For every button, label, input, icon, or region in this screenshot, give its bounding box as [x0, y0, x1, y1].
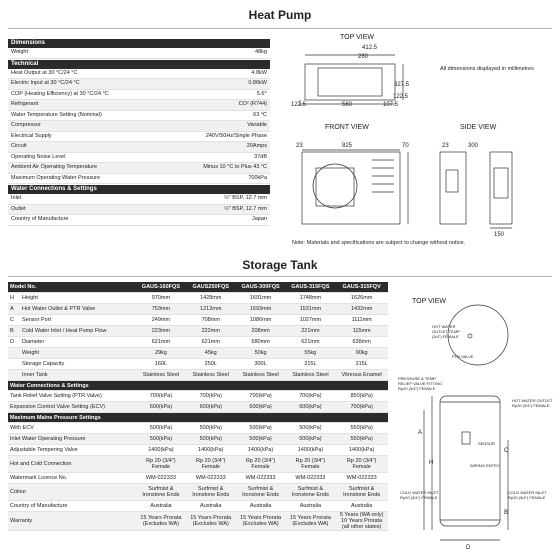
row-label: Warranty	[8, 512, 136, 531]
model-header-label: Model No.	[8, 282, 136, 293]
row-label: With ECV	[8, 423, 136, 434]
row-value: 700(kPa)	[335, 402, 388, 413]
hp-spec-label: Electric Input at 30 °C/24 °C	[11, 80, 80, 86]
row-value: Stainless Steel	[285, 370, 335, 381]
dim-top-r1: 327.5	[394, 82, 410, 88]
row-value: 621mm	[285, 337, 335, 348]
row-value: 700(kPa)	[186, 391, 236, 402]
row-key: A	[8, 304, 20, 315]
hp-spec-value: 48kg	[255, 49, 267, 55]
side-view-label: SIDE VIEW	[460, 124, 497, 131]
section-header: Maximum Mains Pressure Settings	[8, 413, 388, 423]
row-value: 1691mm	[236, 293, 286, 304]
row-value: WM-022333	[236, 473, 286, 484]
row-value: 1626mm	[335, 293, 388, 304]
row-value: 708mm	[186, 315, 236, 326]
row-value: 15 Years Prorata (Excludes WA)	[186, 512, 236, 531]
row-label: Inner Tank	[20, 370, 136, 381]
row-value: 500(kPa)	[285, 434, 335, 445]
tank-wiring: WIRING ENTRY	[470, 463, 500, 468]
row-value: 1400(kPa)	[285, 445, 335, 456]
tank-hot-outlet-right: HOT WATER OUTLET Rp20 (3/4") FEMALE	[512, 398, 553, 408]
row-value: Surfmist & Ironstone Ends	[335, 484, 388, 501]
row-value: 45kg	[186, 348, 236, 359]
row-label: Colour	[8, 484, 136, 501]
hp-spec-value: 0.86kW	[248, 80, 267, 86]
row-value: Rp 20 (3/4") Female	[236, 456, 286, 473]
row-value: Surfmist & Ironstone Ends	[285, 484, 335, 501]
tank-letter-b: B	[504, 510, 509, 516]
dim-side-b: 150	[494, 232, 505, 238]
row-value: 1027mm	[285, 315, 335, 326]
row-value: 115mm	[335, 326, 388, 337]
row-value: 621mm	[136, 337, 186, 348]
hp-spec-value: 700kPa	[248, 174, 267, 181]
dim-top-depth: 560	[342, 102, 353, 108]
storage-tank-title: Storage Tank	[242, 258, 318, 272]
row-value: 222mm	[186, 326, 236, 337]
row-value: 29kg	[136, 348, 186, 359]
hp-spec-value: Japan	[252, 216, 267, 222]
hp-spec-value: 63 °C	[253, 111, 267, 118]
row-value: 500(kPa)	[285, 423, 335, 434]
row-value: 1428mm	[186, 293, 236, 304]
hp-spec-label: Country of Manufacture	[11, 216, 69, 222]
row-value: 1400(kPa)	[186, 445, 236, 456]
hp-spec-label: Inlet	[11, 195, 22, 201]
tank-hot-outlet-top: HOT WATER OUTLET TEMP (3/4") FEMALE	[432, 324, 460, 339]
row-label: Cold Water Inlet / Heat Pump Flow	[20, 326, 136, 337]
row-value: 250L	[186, 359, 236, 370]
row-value: 223mm	[136, 326, 186, 337]
row-label: Hot and Cold Connection	[8, 456, 136, 473]
row-value: WM-022333	[136, 473, 186, 484]
row-value: 249mm	[136, 315, 186, 326]
front-view-label: FRONT VIEW	[325, 124, 369, 131]
row-value: 15 Years Prorata (Excludes WA)	[285, 512, 335, 531]
tank-sensor: SENSOR	[478, 441, 495, 446]
row-label: Expansion Control Valve Setting (ECV)	[8, 402, 136, 413]
row-value: 600(kPa)	[285, 402, 335, 413]
row-key: H	[8, 293, 20, 304]
row-label: Height	[20, 293, 136, 304]
row-value: Rp 20 (3/4") Female	[186, 456, 236, 473]
hp-spec-label: Refrigerant	[11, 101, 39, 107]
hp-spec-value: 240V/50Hz/Single Phase	[205, 132, 267, 139]
row-value: 753mm	[136, 304, 186, 315]
row-value: Rp 20 (3/4") Female	[285, 456, 335, 473]
row-value: 1748mm	[285, 293, 335, 304]
heat-pump-top-view-drawing	[300, 55, 403, 106]
row-value: Australia	[186, 501, 236, 512]
row-value: 1693mm	[236, 304, 286, 315]
dim-top-bot: 107.5	[383, 102, 399, 108]
hp-spec-label: Electrical Supply	[11, 132, 52, 139]
dim-front-w: 825	[342, 143, 353, 149]
row-value: Vitreous Enamel	[335, 370, 388, 381]
tank-top-view-label: TOP VIEW	[412, 298, 446, 305]
hp-spec-value: 5.6^	[256, 90, 267, 97]
model-header: GAUS-315FQS	[285, 282, 335, 293]
row-value: 500(kPa)	[236, 434, 286, 445]
hp-spec-value: CO² (R744)	[238, 101, 267, 107]
row-value: 1400(kPa)	[136, 445, 186, 456]
dim-top-inner: 260	[358, 54, 369, 60]
row-value: 315L	[285, 359, 335, 370]
spec-change-note: Note: Materials and specifications are subject to change without notice.	[292, 240, 466, 246]
row-label: Adjustable Tempering Valve	[8, 445, 136, 456]
row-value: 638mm	[335, 337, 388, 348]
row-value: 1432mm	[335, 304, 388, 315]
hp-section-header: Technical	[8, 60, 270, 69]
row-label: Hot Water Outlet & PTR Valve	[20, 304, 136, 315]
tank-letter-a: A	[418, 430, 423, 436]
row-value: WM-022333	[335, 473, 388, 484]
row-label: Tank Relief Valve Setting (PTR Valve)	[8, 391, 136, 402]
hp-spec-value: 37dB	[254, 153, 267, 160]
row-value: 580mm	[236, 337, 286, 348]
hp-spec-label: Circuit	[11, 143, 27, 149]
row-value: 550(kPa)	[335, 434, 388, 445]
row-value: Stainless Steel	[136, 370, 186, 381]
dim-top-left: 122.5	[291, 102, 307, 108]
hp-spec-value: Minus 10 °C to Plus 43 °C	[203, 164, 267, 170]
row-value: 55kg	[285, 348, 335, 359]
row-value: 1212mm	[186, 304, 236, 315]
row-value: 970mm	[136, 293, 186, 304]
row-value: WM-022333	[186, 473, 236, 484]
section-header: Water Connections & Settings	[8, 381, 388, 391]
row-value: 315L	[335, 359, 388, 370]
row-value: 600(kPa)	[236, 402, 286, 413]
row-value: Stainless Steel	[186, 370, 236, 381]
hp-spec-value: ½" BSP, 12.7 mm	[224, 205, 267, 212]
hp-spec-label: Water Temperature Setting (Nominal)	[11, 111, 102, 118]
model-header: GAUS-160FQS	[136, 282, 186, 293]
row-label: Sensor Port	[20, 315, 136, 326]
row-value: 500(kPa)	[186, 423, 236, 434]
hp-spec-label: Operating Noise Level	[11, 153, 66, 160]
row-label: Weight	[20, 348, 136, 359]
row-value: 15 Years Prorata (Excludes WA)	[136, 512, 186, 531]
row-value: 850(kPa)	[335, 391, 388, 402]
tank-letter-d: D	[466, 545, 471, 551]
row-value: 500(kPa)	[136, 423, 186, 434]
row-value: Australia	[335, 501, 388, 512]
dim-top-r3: 122.5	[393, 94, 409, 100]
row-value: 15 Years Prorata (Excludes WA)	[236, 512, 286, 531]
hp-spec-label: Maximum Operating Water Pressure	[11, 174, 101, 181]
row-label: Country of Manufacture	[8, 501, 136, 512]
heat-pump-title: Heat Pump	[248, 8, 312, 22]
hp-section-header: Dimensions	[8, 39, 270, 48]
row-value: 1111mm	[335, 315, 388, 326]
row-value: 700(kPa)	[236, 391, 286, 402]
row-key: B	[8, 326, 20, 337]
hp-spec-value: 20Amps	[246, 143, 267, 149]
row-value: 1400(kPa)	[236, 445, 286, 456]
tank-relief-valve: PRESSURE & TEMP. RELIEF VALVE FITTING Rp20 (3/4") FEMALE	[398, 376, 443, 391]
row-value: Rp 20 (3/4") Female	[335, 456, 388, 473]
row-value: 50kg	[236, 348, 286, 359]
row-value: Surfmist & Ironstone Ends	[236, 484, 286, 501]
row-value: 600(kPa)	[136, 402, 186, 413]
row-label: Inlet Water Operating Pressure	[8, 434, 136, 445]
tank-letter-h: H	[429, 460, 434, 466]
row-value: 221mm	[285, 326, 335, 337]
row-value: 500(kPa)	[186, 434, 236, 445]
row-value: Stainless Steel	[236, 370, 286, 381]
tank-top-view-drawing	[448, 305, 508, 365]
hp-spec-label: Compressor	[11, 122, 41, 128]
row-value: Surfmist & Ironstone Ends	[136, 484, 186, 501]
row-value: Surfmist & Ironstone Ends	[186, 484, 236, 501]
dim-side-w: 300	[468, 143, 479, 149]
dim-top-width: 412.5	[362, 45, 378, 51]
hp-spec-value: 4.8kW	[251, 69, 267, 76]
row-value: Australia	[236, 501, 286, 512]
row-value: 621mm	[186, 337, 236, 348]
row-value: 1531mm	[285, 304, 335, 315]
row-key: D	[8, 337, 20, 348]
hp-spec-label: Outlet	[11, 205, 26, 212]
row-value: 160L	[136, 359, 186, 370]
row-value: Australia	[136, 501, 186, 512]
model-header: GAUS-315FQV	[335, 282, 388, 293]
hp-spec-label: Ambient Air Operating Temperature	[11, 164, 98, 170]
units-note: All dimensions displayed in millimetres	[440, 66, 534, 72]
hp-spec-value: ½" BSP, 12.7 mm	[224, 195, 267, 201]
row-value: 500(kPa)	[136, 434, 186, 445]
hp-section-header: Water Connections & Settings	[8, 185, 270, 194]
row-label: Watermark Licence No.	[8, 473, 136, 484]
model-header: GAUS-300FQS	[236, 282, 286, 293]
row-label: Diameter	[20, 337, 136, 348]
dim-side-l: 23	[442, 143, 449, 149]
row-value: 700(kPa)	[136, 391, 186, 402]
tank-cold-inlet: COLD WATER INLET Rp20 (3/4") FEMALE	[400, 490, 439, 500]
row-value: 1086mm	[236, 315, 286, 326]
row-value: 300L	[236, 359, 286, 370]
model-header: GAUS250FQS	[186, 282, 236, 293]
row-value: 700(kPa)	[285, 391, 335, 402]
tank-cold-inlet-right: COLD WATER INLET Rp20 (3/4") FEMALE	[508, 490, 547, 500]
row-value: 550(kPa)	[335, 423, 388, 434]
tank-letter-c: C	[504, 448, 509, 454]
row-value: Australia	[285, 501, 335, 512]
row-value: 5 Years (WA only) 10 Years Prorata (all other states)	[335, 512, 388, 531]
row-value: 90kg	[335, 348, 388, 359]
row-value: WM-022333	[285, 473, 335, 484]
heat-pump-side-view-drawing	[440, 152, 512, 228]
hp-spec-label: COP (Heating Efficiency) at 30 °C/24 °C	[11, 90, 109, 97]
tank-front-view-drawing	[424, 396, 508, 540]
top-view-label: TOP VIEW	[340, 34, 374, 41]
tank-ptr-valve: PTR VALVE	[452, 354, 474, 359]
row-label: Storage Capacity	[20, 359, 136, 370]
heat-pump-front-view-drawing	[302, 150, 408, 224]
hp-spec-label: Heat Output at 30 °C/24 °C	[11, 69, 78, 76]
hp-spec-value: Variable	[247, 122, 267, 128]
row-value: 600(kPa)	[186, 402, 236, 413]
hp-spec-label: Weight	[11, 49, 29, 55]
dim-front-l: 23	[296, 143, 303, 149]
row-value: Rp 20 (3/4") Female	[136, 456, 186, 473]
dim-front-r: 70	[402, 143, 409, 149]
row-key: C	[8, 315, 20, 326]
row-value: 1400(kPa)	[335, 445, 388, 456]
row-value: 208mm	[236, 326, 286, 337]
row-value: 500(kPa)	[236, 423, 286, 434]
